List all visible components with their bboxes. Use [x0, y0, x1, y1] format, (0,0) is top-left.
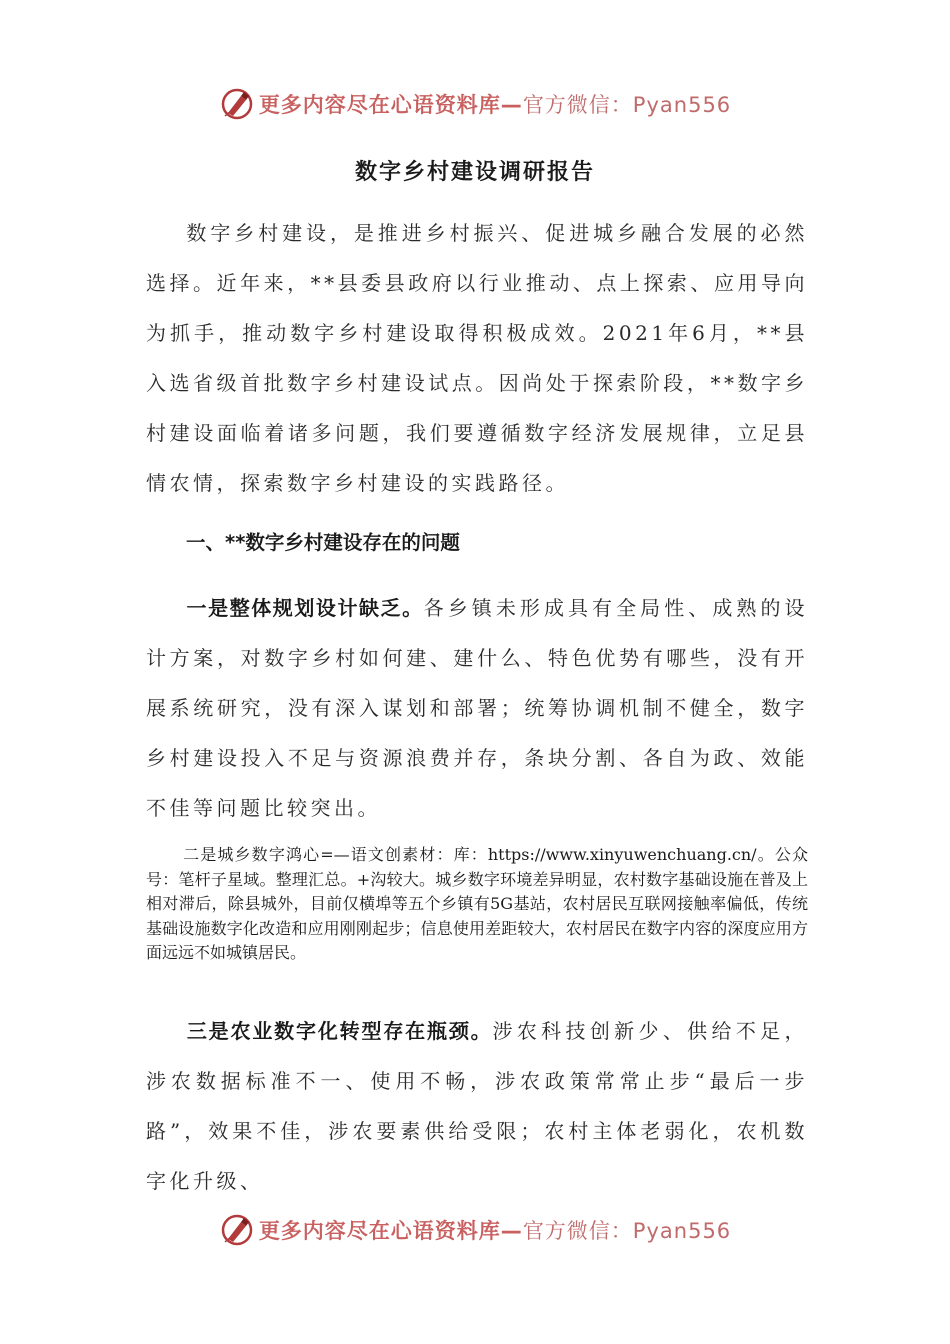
section-heading: 一、**数字乡村建设存在的问题: [186, 531, 460, 554]
banner-text: 更多内容尽在心语资料库—: [258, 93, 523, 117]
footer-watermark-banner: [0, 1210, 950, 1250]
point-2-paragraph: [146, 843, 808, 966]
intro-text: 数字乡村建设，是推进乡村振兴、促进城乡融合发展的必然选择。近年来，**县委县政府以行业推动、点上探索、应用导向为抓手，推动数字乡村建设取得积极成效。2021年6月，**县入选省级首批数字乡村建设试点。因尚处于探索阶段，**数字乡村建设面临着诸多问题，我们要遵循数字经济发展规律，立足县情农情，探索数字乡村建设的实践路径。: [146, 221, 808, 495]
point-3-body: 涉农科技创新少、供给不足，涉农数据标准不一、使用不畅，涉农政策常常止步“最后一步路”，效果不佳，涉农要素供给受限；农村主体老弱化，农机数字化升级、: [146, 1019, 808, 1193]
banner-text: 更多内容尽在心语资料库—: [258, 1219, 523, 1243]
pen-logo-icon: [219, 1212, 255, 1248]
banner-contact: 官方微信：Pyan556: [522, 1219, 732, 1243]
pen-logo-icon: [219, 86, 255, 122]
point-1-body: 各乡镇未形成具有全局性、成熟的设计方案，对数字乡村如何建、建什么、特色优势有哪些，没有开展系统研究，没有深入谋划和部署；统筹协调机制不健全，数字乡村建设投入不足与资源浪费并存，条块分割、各自为政、效能不佳等问题比较突出。: [146, 596, 809, 820]
document-title: 数字乡村建设调研报告: [354, 160, 595, 185]
intro-paragraph: [146, 208, 808, 508]
banner-contact: 官方微信：Pyan556: [522, 93, 732, 117]
point-1-lead: 一是整体规划设计缺乏。: [186, 596, 424, 620]
point-3-paragraph: [146, 1006, 808, 1206]
point-1-paragraph: [146, 583, 808, 833]
point-2-text: 二是城乡数字鸿心=—语文创素材：库：https://www.xinyuwenchuang.cn/。公众号：笔杆子星域。整理汇总。+沟较大。城乡数字环境差异明显，农村数字基础设施在普及上相对滞后，除县城外，目前仅横埠等五个乡镇有5G基站，农村居民互联网接触率偏低，传统基础设施数字化改造和应用刚刚起步；信息使用差距较大，农村居民在数字内容的深度应用方面远远不如城镇居民。: [146, 845, 808, 963]
point-3-lead: 三是农业数字化转型存在瓶颈。: [186, 1019, 493, 1043]
header-watermark-banner: [0, 84, 950, 124]
